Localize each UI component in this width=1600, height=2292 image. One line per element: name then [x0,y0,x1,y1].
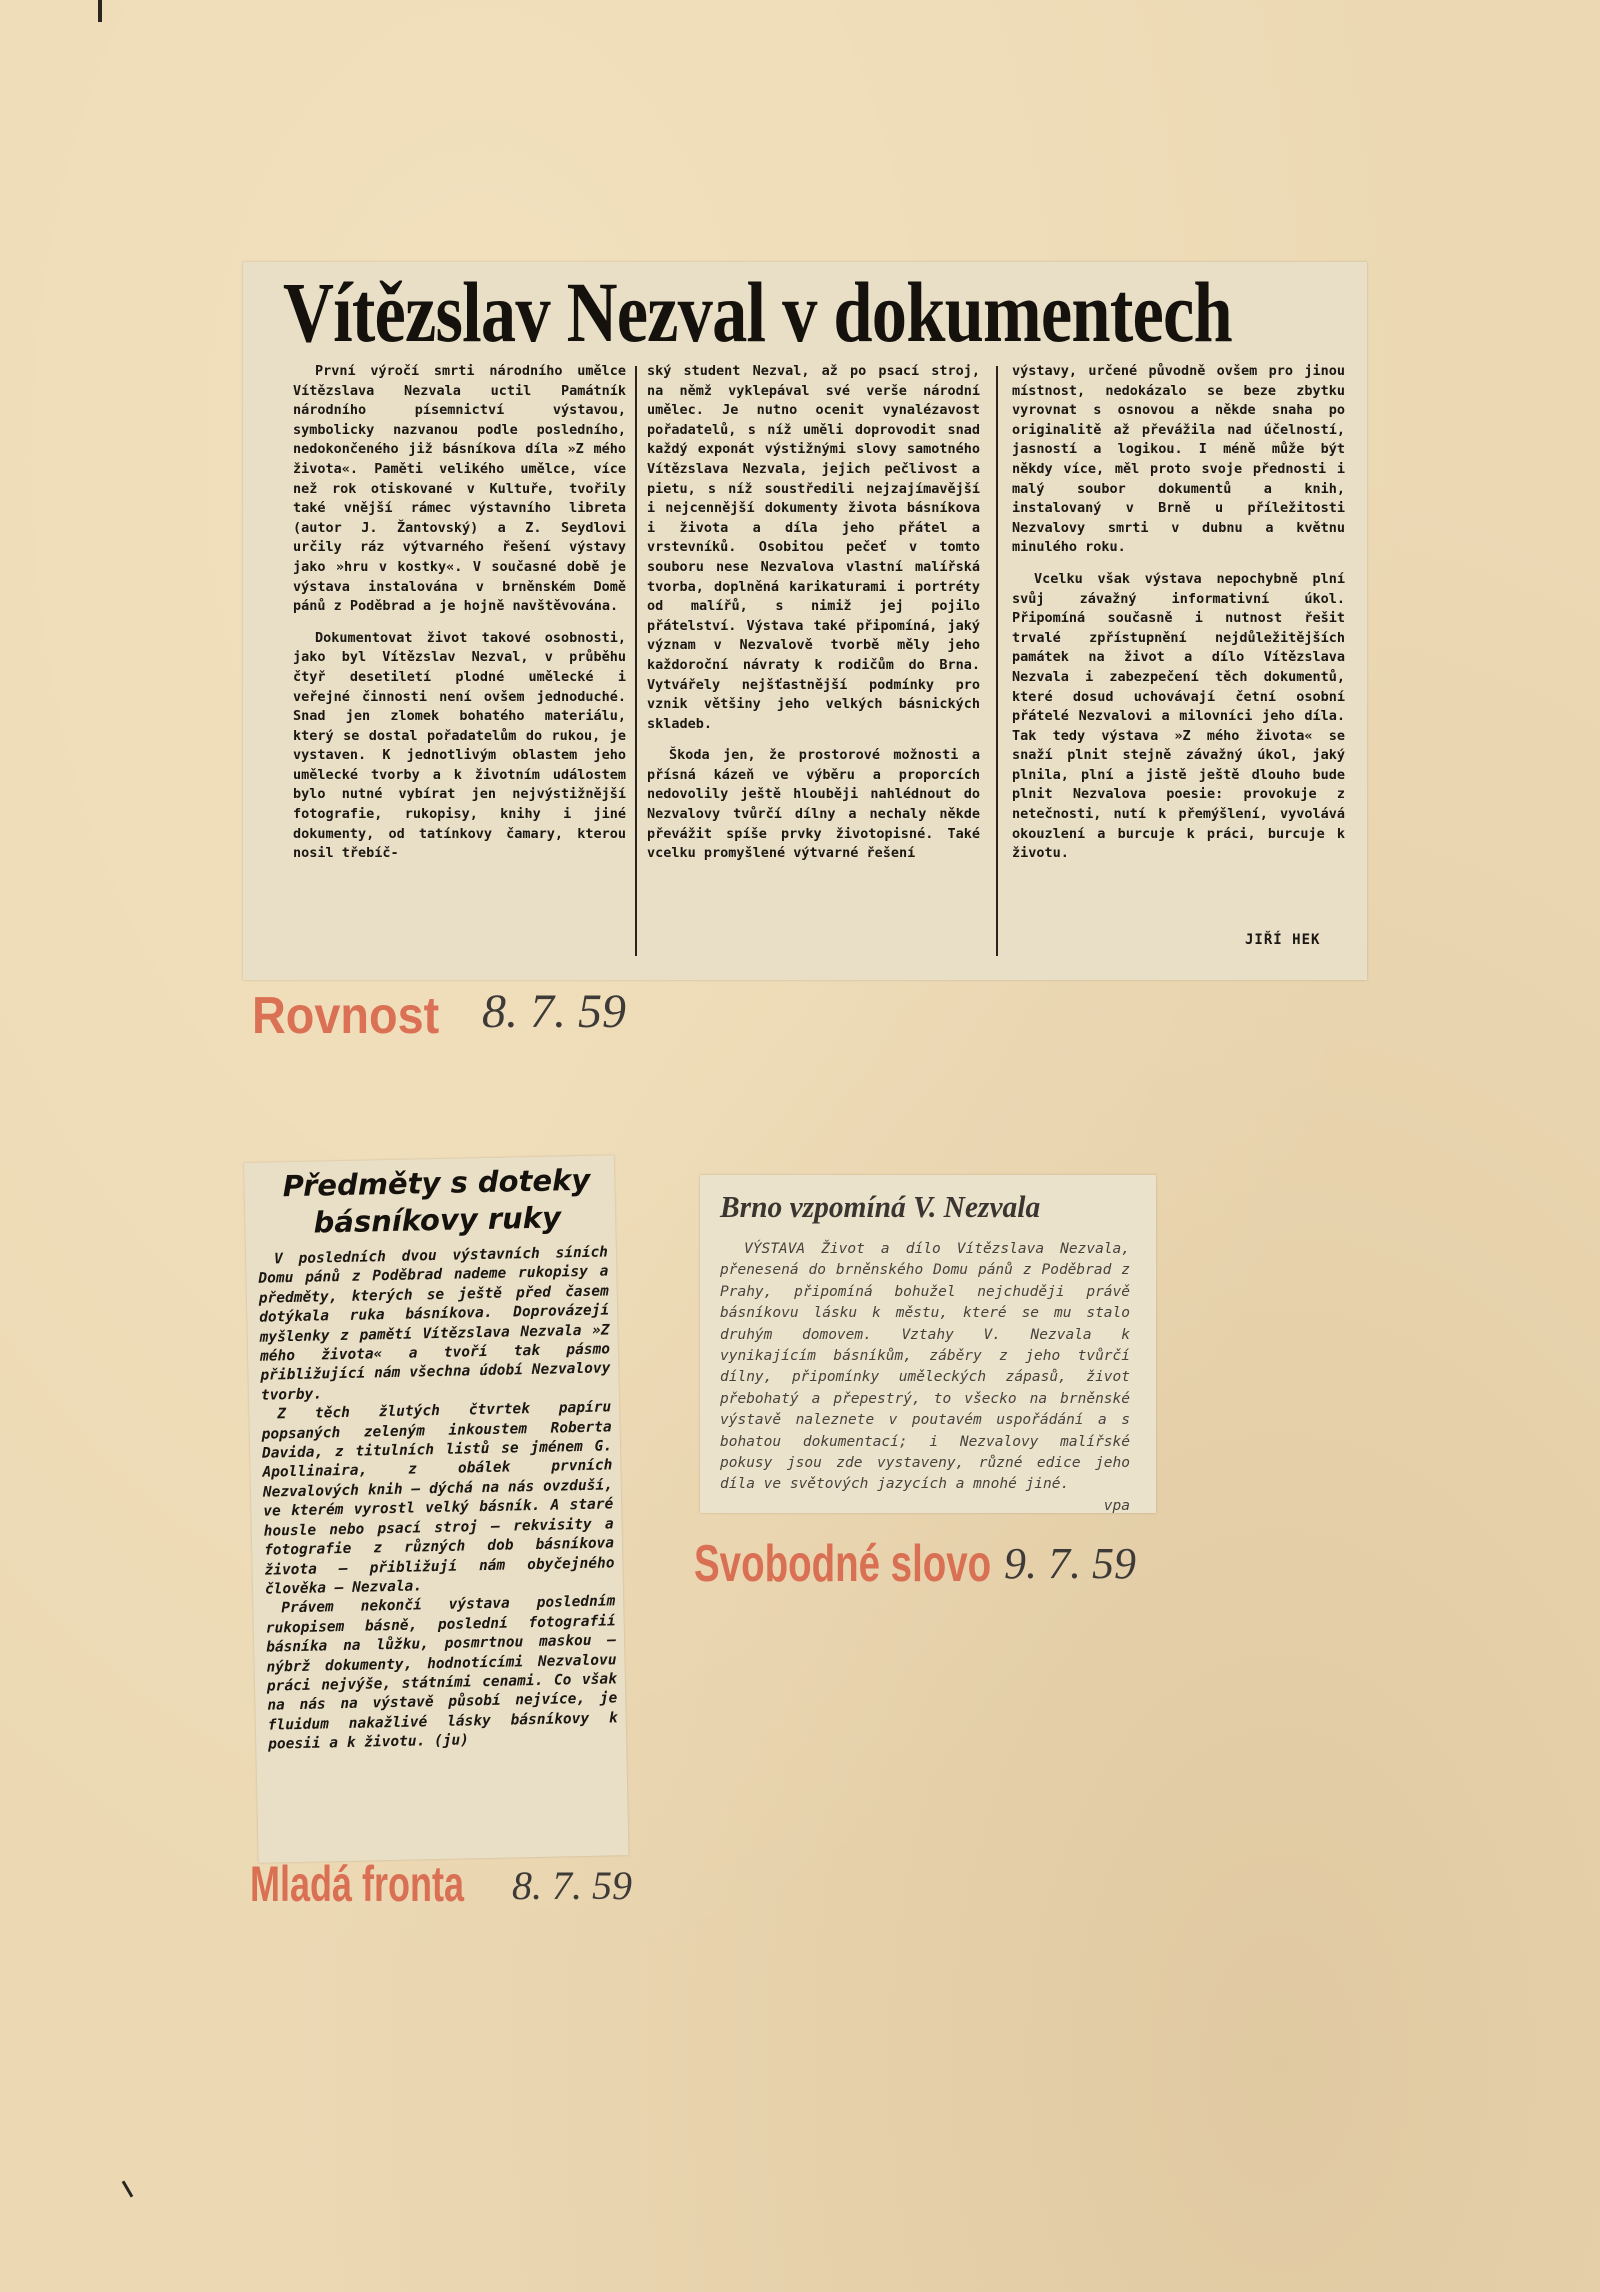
paragraph: V posledních dvou výstavních síních Domu pánů z Poděbrad nademe rukopisy a předměty, kterých se ještě před časem dotýkala ruka básníkova. Doprovázejí myšlenky z pamětí Vítězslava Nezvala »Z mého života« a tvoří tak pásmo přibližující nám všechna údobí Nezvalovy tvorby. [258,1244,611,1404]
paragraph: výstavy, určené původně ovšem pro jinou místnost, nedokázalo se beze zbytku vyrovnat s osnovou a někde snaha po originalitě až převážila nad účelností, jasností a logikou. I méně může být někdy více, měl proto svoje přednosti i malý soubor dokumentů a knih, instalovaný v Brně u příležitosti Nezvalovy smrti v dubnu a květnu minulého roku. [1012,363,1345,556]
clipping-body [258,1243,618,1755]
clipping-mlada-fronta [244,1155,629,1863]
paragraph: Právem nekončí výstava posledním rukopisem básně, poslední fotografií básníka na lůžku, posmrtnou maskou — nýbrž dokumenty, hodnotícími Nezvalovu práci nejvýše, státními cenami. Co však na nás na výstavě působí nejvíce, je fluidum nakažlivé lásky básníkovy k poesii a k životu. (ju) [265,1593,618,1753]
paper-mark [98,0,102,22]
newspaper-stamp-mlada-fronta: Mladá fronta [250,1856,465,1912]
signature: vpa [1103,1497,1130,1514]
column-rule [996,366,998,956]
clipping-title: Brno vzpomíná V. Nezvala [720,1189,1041,1224]
handwritten-date: 8. 7. 59 [512,1863,632,1908]
article-column-2 [647,362,980,876]
paragraph: Z těch žlutých čtvrtek papíru popsaných zeleným inkoustem Roberta Davida, z titulních listů se jménem G. Apollinaira, z obálek prvních Nezvalových knih — dýchá na nás ovzduší, ve kterém vyrostl velký básník. A staré housle nebo psací stroj — rekvisity a fotografie z různých dob básníkova života — přibližují nám obyčejného člověka — Nezvala. [261,1399,615,1598]
paragraph: Škoda jen, že prostorové možnosti a přísná kázeň ve výběru a proporcích nedovolily ještě hlouběji nahlédnout do Nezvalovy tvůrčí dílny a nechaly někde převážit spíše prvky životopisné. Také vcelku promyšlené výtvarné řešení [647,747,980,862]
clipping-rovnost [243,262,1367,980]
paper-mark [122,2180,134,2197]
newspaper-stamp-rovnost: Rovnost [252,987,440,1045]
article-column-3 [1012,362,1345,876]
column-rule [635,366,637,956]
clipping-title: Předměty s doteky básníkovy ruky [282,1162,591,1240]
handwritten-date: 8. 7. 59 [482,985,626,1038]
clipping-svobodne-slovo [700,1175,1156,1513]
paragraph: Dokumentovat život takové osobnosti, jako byl Vítězslav Nezval, v průběhu čtyř desetiletí plodné umělecké i veřejné činnosti není ovšem jednoduché. Snad jen zlomek bohatého materiálu, který se dostal pořadatelům do rukou, je vystaven. K jednotlivým oblastem jeho umělecké tvorby a k životním událostem bylo nutné vybírat jen nejvýstižnější fotografie, rukopisy, knihy i jiné dokumenty, od tatínkovy čamary, kterou nosil třebíč- [293,629,626,862]
handwritten-date: 9. 7. 59 [1004,1539,1136,1588]
paragraph: ský student Nezval, až po psací stroj, na němž vyklepával své verše národní umělec. Je nutno ocenit vynalézavost pořadatelů, s níž uměli doprovodit snad každý exponát výstižnými slovy samotného Vítězslava Nezvala, jejich pečlivost a pietu, s níž soustředili nejzajímavější i nejcennější dokumenty života básníkova i života a díla jeho přátel a vrstevníků. Osobitou pečeť v tomto souboru nese Nezvalova vlastní malířská tvorba, doplněná karikaturami i portréty od malířů, s nimiž jej pojilo přátelství. Výstava také připomíná, jaký význam v Nezvalově tvorbě měly jeho každoroční návraty k rodičům do Brna. Vytvářely nejšťastnější podmínky pro vznik většiny jeho velkých básnických skladeb. [647,363,980,732]
clipping-body [720,1239,1130,1517]
paragraph: Vcelku však výstava nepochybně plní svůj závažný informativní úkol. Připomíná současně i nutnost řešit trvalé zpřístupnění nejdůležitějších památek na život a dílo Vítězslava Nezvala i zabezpečení těch dokumentů, které dosud uchovávají četní osobní přátelé Nezvalovi a milovníci jeho díla. Tak tedy výstava »Z mého života« se snaží plnit stejně závažný úkol, jaký plnila, plní a jistě ještě dlouho bude plnit Nezvalova poesie: provokuje z netečnosti, nutí k přemýšlení, vyvolává okouzlení a burcuje k práci, burcuje k životu. [1012,570,1345,862]
paragraph: VÝSTAVA Život a dílo Vítězslava Nezvala, přenesená do brněnského Domu pánů z Poděbrad z Prahy, připomíná bohužel nejchuději právě básníkovu lásku k městu, které se mu stalo druhým domovem. Vztahy V. Nezvala k vynikajícím básníkům, záběry z jeho tvůrčí dílny, připomínky uměleckých zápasů, život přebohatý a přepestrý, to všecko na brněnské výstavě naleznete v poutavém uspořádání a s bohatou dokumentací; i Nezvalovy malířské pokusy jsou zde vystaveny, různé edice jeho díla ve světových jazycích a mnohé jiné. [720,1241,1130,1493]
paragraph: První výročí smrti národního umělce Vítězslava Nezvala uctil Památník národního písemnictví výstavou, symbolicky nazvanou podle posledního, nedokončeného již básníkova díla »Z mého života«. Paměti velikého umělce, více než rok otiskované v Kultuře, tvořily také vnější rámec výstavního libreta (autor J. Žantovský) a Z. Seydlovi určily ráz výtvarného řešení výstavy jako »hru v kostky«. V současné době je výstava instalována v brněnském Domě pánů z Poděbrad a je hojně navštěvována. [293,363,626,615]
headline: Vítězslav Nezval v dokumentech [283,264,1232,360]
author-byline: JIŘÍ HEK [1245,932,1321,948]
article-column-1 [293,362,626,876]
newspaper-stamp-svobodne-slovo: Svobodné slovo [694,1535,992,1593]
